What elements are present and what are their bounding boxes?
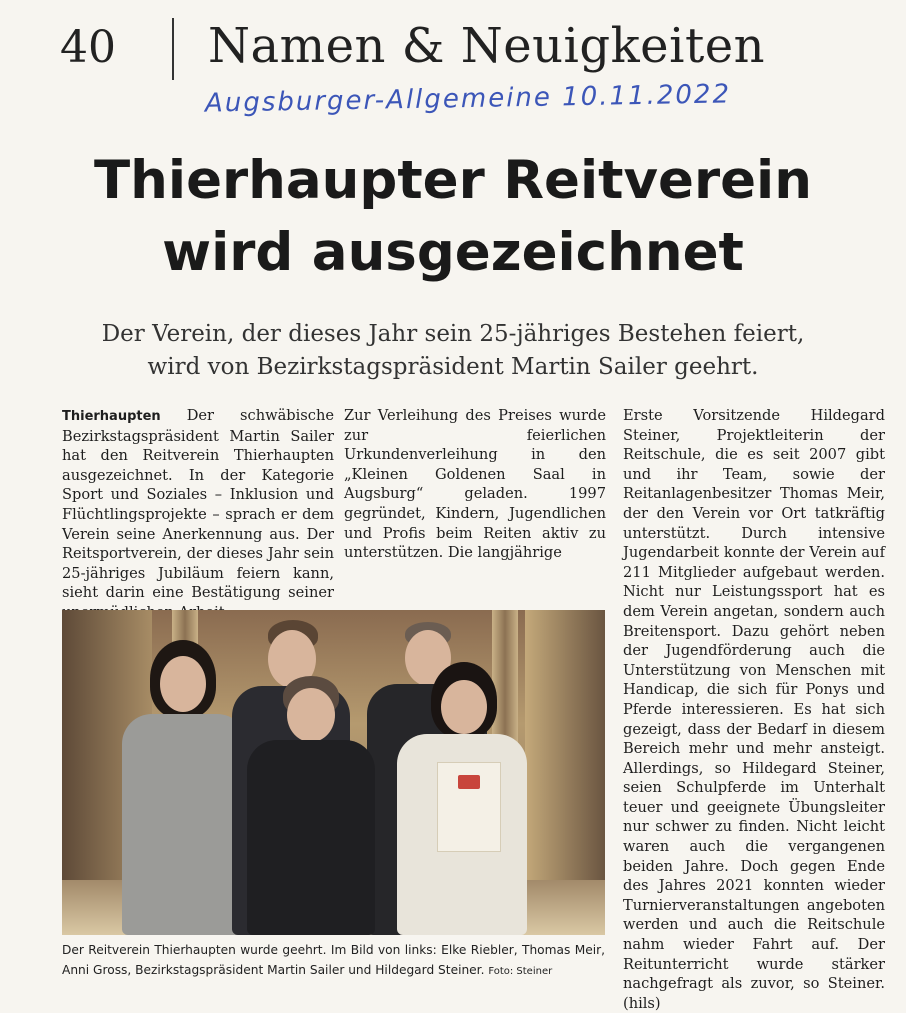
subtitle-line-2: wird von Bezirkstagspräsident Martin Sailer geehrt.: [147, 354, 759, 380]
column-1-text: Der schwäbische Bezirkstagspräsident Martin Sailer hat den Reitverein Thierhaupten ausgezeichnet. In der Kategorie Sport und Soziales – Inklusion und Flüchtlingsprojekte – sprach er dem Verein seine Anerkennung aus. Der Reitsportverein, der dieses Jahr sein 25-jähriges Jubiläum feiern kann, sieht darin eine Bestätigung seiner: [62, 407, 334, 602]
person-figure: [397, 662, 527, 935]
column-2-text: Zur Verleihung des Preises wurde zur feierlichen Urkundenverleihung in den „Kleinen Goldenen Saal in Augsburg“ geladen. 1997 gegründet, Kindern, Jugendlichen und Profis beim Reiten aktiv zu unterstützen. Die langjährige: [344, 407, 606, 562]
article-headline: [0, 145, 906, 289]
headline-line-2: wird ausgezeichnet: [162, 222, 744, 283]
page-number: 40: [60, 22, 116, 73]
award-certificate: [437, 762, 501, 852]
group-photo: [62, 610, 605, 935]
dateline: Thierhaupten: [62, 409, 161, 424]
section-title: Namen & Neuigkeiten: [208, 18, 766, 74]
handwritten-source-note: Augsburger-Allgemeine 10.11.2022: [204, 79, 732, 119]
header-divider: [172, 18, 174, 80]
article-column-3: [623, 406, 885, 1013]
photo-credit: Foto: Steiner: [488, 966, 553, 977]
photo-caption: [62, 940, 605, 982]
column-3-text: Erste Vorsitzende Hildegard Steiner, Projektleiterin der Reitschule, die es seit 2007 gibt und ihr Team, sowie der Reitanlagenbesitzer Thomas Meir, der den Verein vor Ort tatkräftig unterstützt. Durch intensive Jugendarbeit konnte der Verein auf 211 Mitglieder aufgebaut werden. Nicht nur Leistungssport hat es dem Verein angetan, sondern auch Breitensport. Dazu gehört neben der Jugendförderung auch die Unterstützung von Menschen mit Handicap, die sich für Ponys und Pferde interessieren. Es hat sich gezeigt, dass der Bedarf in diesem Bereich mehr und mehr ansteigt. Allerdings, so Hildegard Steiner, seien Schulpferde im Unterhalt teuer und geeignete Übungsleiter nur schwer zu finden. Nicht leicht waren auch die vergangenen beiden Jahre. Doch gegen Ende des Jahres 2021 konnten wieder Turnierveranstaltungen angeboten werden und auch die Reitschule nahm wieder Fahrt auf. Der Reitunterricht wurde stärker nachgefragt als zuvor, so Steiner. (hils): [623, 407, 885, 1012]
subtitle-line-1: Der Verein, der dieses Jahr sein 25-jähriges Bestehen feiert,: [101, 321, 805, 347]
article-column-1: [62, 406, 334, 623]
article-column-2: [344, 406, 606, 563]
headline-line-1: Thierhaupter Reitverein: [94, 150, 812, 211]
article-subtitle: [0, 318, 906, 384]
caption-text: Der Reitverein Thierhaupten wurde geehrt. Im Bild von links: Elke Riebler, Thomas Meir, Anni Gross, Bezirkstagspräsident Martin Sailer und Hildegard Steiner.: [62, 943, 605, 977]
person-figure: [122, 640, 247, 935]
person-figure: [247, 676, 375, 935]
